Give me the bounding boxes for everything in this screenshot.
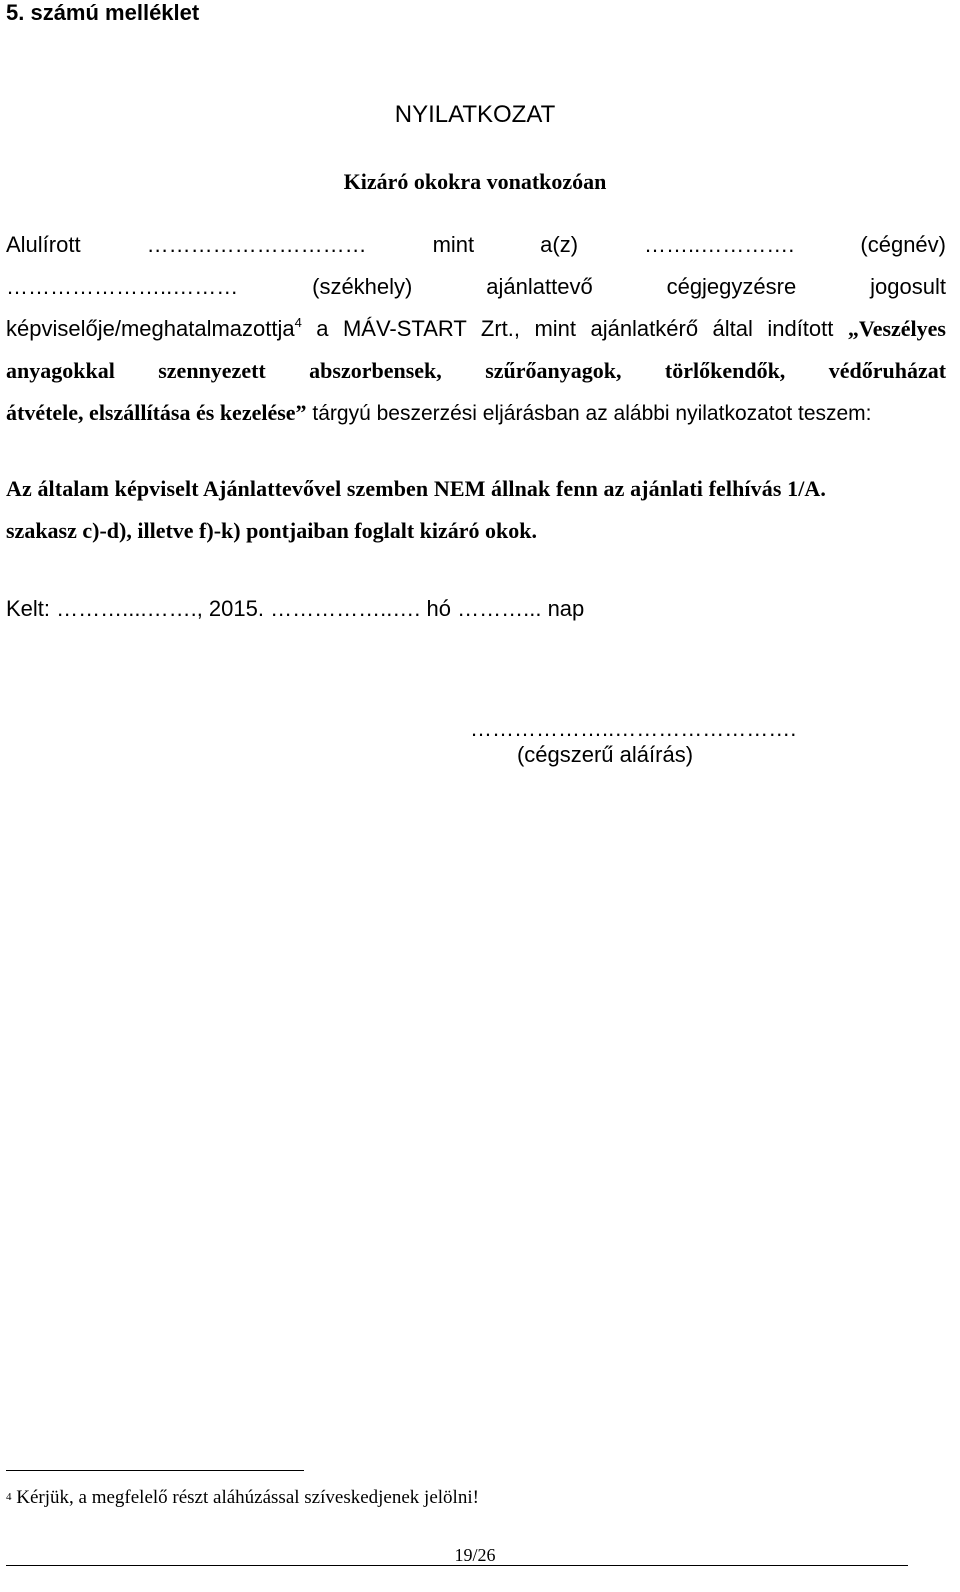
intro-word: jogosult <box>870 274 946 299</box>
intro-line-1 <box>6 230 946 260</box>
intro-word: a(z) <box>540 232 579 257</box>
intro-word: ajánlattevő <box>486 274 593 299</box>
intro-word: cégjegyzésre <box>666 274 797 299</box>
procurement-title-word: szűrőanyagok, <box>485 358 622 383</box>
footnote-separator <box>6 1470 304 1471</box>
intro-line-3 <box>6 314 946 344</box>
intro-line-2 <box>6 272 946 302</box>
seat-placeholder: …………………..……… <box>6 274 239 299</box>
date-line: Kelt: ………....……., 2015. ……………..…. hó ………... nap <box>6 596 585 621</box>
company-name-placeholder-2: ……..…………. <box>644 232 795 257</box>
signature-dots: ………………..……………………. <box>470 716 797 741</box>
intro-word: mint <box>432 232 475 257</box>
company-name-placeholder: ………………………… <box>146 232 367 257</box>
footnote-mark: 4 <box>6 1491 12 1503</box>
intro-word: (cégnév) <box>860 232 946 257</box>
page-subtitle: Kizáró okokra vonatkozóan <box>343 169 607 194</box>
intro-word: (székhely) <box>312 274 413 299</box>
procurement-title-word: abszorbensek, <box>309 358 442 383</box>
footnote-text: Kérjük, a megfelelő részt aláhúzással szíveskedjenek jelölni! <box>16 1487 479 1508</box>
intro-text: a MÁV-START Zrt., mint ajánlatkérő által indított <box>301 316 848 341</box>
procurement-title-start: „Veszélyes <box>847 316 946 341</box>
procurement-title-word: törlőkendők, <box>664 358 786 383</box>
intro-text-end: tárgyú beszerzési eljárásban az alábbi nyilatkozatot teszem: <box>306 402 872 425</box>
footnote <box>6 1486 479 1510</box>
page-title: NYILATKOZAT <box>394 101 556 128</box>
annex-label: 5. számú melléklet <box>6 0 200 25</box>
statement-line-1: Az általam képviselt Ajánlattevővel szemben NEM állnak fenn az ajánlati felhívás 1/A. <box>6 476 827 501</box>
footnote-reference: 4 <box>294 315 302 330</box>
procurement-title-word: szennyezett <box>158 358 266 383</box>
signature-label: (cégszerű aláírás) <box>516 742 694 767</box>
procurement-title-word: védőruházat <box>828 358 947 383</box>
intro-word: Alulírott <box>6 232 81 257</box>
page-footer-rule <box>6 1565 908 1566</box>
procurement-title-word: anyagokkal <box>6 358 115 383</box>
statement-line-2: szakasz c)-d), illetve f)-k) pontjaiban foglalt kizáró okok. <box>6 518 538 543</box>
intro-line-4 <box>6 356 946 386</box>
representative-text: képviselője/meghatalmazottja <box>6 316 295 341</box>
procurement-title-end: átvétele, elszállítása és kezelése” <box>6 400 307 425</box>
page-number: 19/26 <box>454 1545 496 1565</box>
intro-line-5 <box>6 398 946 429</box>
